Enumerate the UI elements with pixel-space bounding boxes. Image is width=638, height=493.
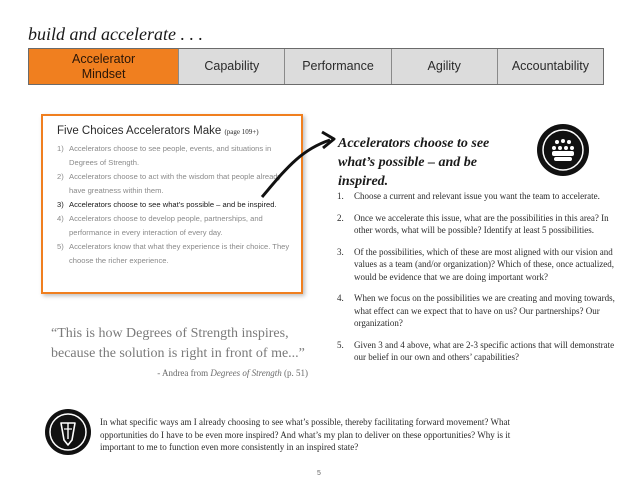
pen-icon: [45, 409, 91, 455]
quote-attribution: [157, 368, 308, 378]
tab-performance[interactable]: Performance: [284, 49, 390, 84]
reflection-questions: In what specific ways am I already choosing to see what’s possible, thereby facilitating forward movement? What opportunities do I have to be even more inspired? And what’s my plan to deliver on these opportunities? Why is it important to me to function even more consistently in an inspired state?: [100, 417, 511, 452]
step-number: 3.: [337, 246, 344, 257]
attribution-prefix: - Andrea from: [157, 368, 209, 378]
step-number: 5.: [337, 339, 344, 350]
step-item: [337, 190, 617, 203]
choice-number: 3): [57, 200, 64, 209]
step-item: [337, 246, 617, 284]
step-number: 1.: [337, 191, 344, 201]
choice-text: Accelerators choose to see people, events, and situations in Degrees of Strength.: [69, 144, 272, 167]
five-choices-page-ref: (page 109+): [224, 128, 259, 136]
tab-agility[interactable]: Agility: [391, 49, 497, 84]
five-choices-title: Five Choices Accelerators Make: [57, 125, 222, 137]
page-number: 5: [317, 470, 321, 477]
step-text: Once we accelerate this issue, what are the possibilities in this area? In other words, what will be possible? Identify at least 5 possibilities.: [354, 212, 609, 235]
tab-capability[interactable]: Capability: [178, 49, 284, 84]
tab-accountability[interactable]: Accountability: [497, 49, 603, 84]
step-item: [337, 292, 617, 330]
attribution-suffix: (p. 51): [284, 368, 308, 378]
choice-text: Accelerators know that what they experience is their choice. They choose the richer experience.: [69, 242, 290, 265]
choice-text: Accelerators choose to act with the wisdom that people already have greatness within them.: [69, 172, 282, 195]
steps-list: [337, 190, 617, 373]
callout-heading: Accelerators choose to see what’s possible – and be inspired.: [338, 136, 490, 189]
step-item: [337, 339, 617, 364]
choice-number: 5): [57, 242, 64, 251]
choice-number: 2): [57, 172, 64, 181]
choice-number: 1): [57, 144, 64, 153]
step-number: 4.: [337, 293, 344, 303]
step-text: Choose a current and relevant issue you want the team to accelerate.: [354, 191, 600, 201]
step-text: Of the possibilities, which of these are most aligned with our vision and values as a team (and/or organization)? Which of these, once actualized, would be evidence that we are doing important work?: [354, 246, 615, 282]
step-number: 2.: [337, 212, 344, 223]
choice-text: Accelerators choose to develop people, partnerships, and performance in every interaction of every day.: [69, 214, 263, 237]
step-item: [337, 212, 617, 237]
tab-accelerator-mindset[interactable]: Accelerator Mindset: [29, 49, 178, 84]
step-text: Given 3 and 4 above, what are 2-3 specific actions that will demonstrate our belief in our own and others’ capabilities?: [354, 339, 615, 362]
choice-text: Accelerators choose to see what’s possible – and be inspired.: [69, 200, 277, 209]
page-title: build and accelerate . . .: [28, 24, 203, 44]
choice-number: 4): [57, 214, 64, 223]
team-circle-icon: [537, 124, 589, 176]
attribution-book: Degrees of Strength: [210, 368, 282, 378]
step-text: When we focus on the possibilities we are creating and moving towards, what effect can we expect that to have on us? Our partnerships? Our organization?: [354, 293, 615, 328]
pull-quote: “This is how Degrees of Strength inspires, because the solution is right in front of me...”: [51, 326, 305, 361]
